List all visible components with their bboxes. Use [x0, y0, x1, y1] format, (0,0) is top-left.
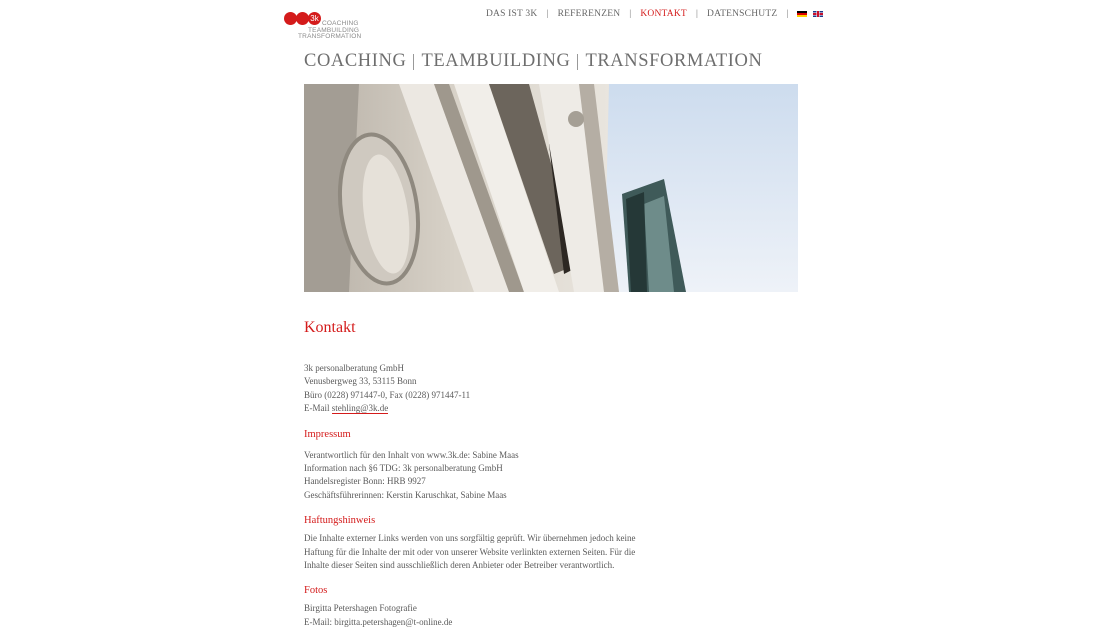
fotos-line: Birgitta Petershagen Fotografie [304, 603, 417, 614]
de-flag-icon[interactable] [797, 11, 807, 17]
page-title: Kontakt [304, 319, 356, 336]
impressum-line: Geschäftsführerinnen: Kerstin Karuschkat, Sabine Maas [304, 489, 507, 500]
logo-mark: 3k [310, 14, 319, 23]
email-line [304, 402, 664, 415]
nav-item-das-ist-3k[interactable]: DAS IST 3K [486, 9, 538, 19]
nav-separator: | [629, 9, 632, 19]
tagline-word: TRANSFORMATION [585, 51, 763, 71]
nav-item-datenschutz[interactable]: DATENSCHUTZ [707, 9, 778, 19]
haftung-line: Haftung für die Inhalte der mit oder von unserer Website verlinkten externen Seiten. Für die [304, 546, 636, 557]
en-flag-icon[interactable] [813, 11, 823, 17]
address-line: 3k personalberatung GmbH [304, 363, 404, 373]
logo-line: TEAMBUILDING [308, 26, 360, 34]
fotos-heading: Fotos [304, 585, 328, 597]
building-facade-photo [304, 84, 798, 292]
logo-text [298, 21, 361, 41]
tagline-word: TEAMBUILDING [421, 51, 571, 71]
tagline-divider [413, 54, 414, 70]
impressum-line: Handelsregister Bonn: HRB 9927 [304, 476, 426, 487]
fotos-line: E-Mail: birgitta.petershagen@t-online.de [304, 616, 453, 627]
nav-item-referenzen[interactable]: REFERENZEN [557, 9, 621, 19]
address-line: Büro (0228) 971447-0, Fax (0228) 971447-11 [304, 389, 471, 400]
main-content [304, 318, 664, 629]
nav-separator: | [786, 9, 789, 19]
haftung-line: Die Inhalte externer Links werden von uns sorgfältig geprüft. Wir übernehmen jedoch keine [304, 533, 636, 544]
nav-separator: | [546, 9, 549, 19]
logo[interactable] [284, 10, 364, 42]
email-link[interactable]: stehling@3k.de [331, 403, 389, 414]
haftung-heading: Haftungshinweis [304, 515, 376, 527]
page-tagline [304, 51, 762, 72]
address-line: Venusbergweg 33, 53115 Bonn [304, 376, 417, 387]
logo-line: TRANSFORMATION [298, 33, 362, 40]
impressum-heading: Impressum [304, 428, 351, 440]
tagline-word: COACHING [304, 51, 407, 71]
tagline-divider [577, 54, 578, 70]
email-label: E-Mail [304, 403, 332, 414]
nav-separator: | [695, 9, 699, 19]
logo-line: COACHING [322, 20, 359, 27]
nav-item-kontakt[interactable]: KONTAKT [640, 9, 687, 19]
impressum-line: Verantwortlich für den Inhalt von www.3k.de: Sabine Maas [304, 449, 519, 460]
main-nav [486, 9, 823, 19]
haftung-line: Inhalte dieser Seiten sind ausschließlich deren Anbieter oder Betreiber verantwortlich. [304, 560, 615, 571]
hero-image [304, 84, 798, 292]
impressum-line: Information nach §6 TDG: 3k personalberatung GmbH [304, 463, 503, 474]
